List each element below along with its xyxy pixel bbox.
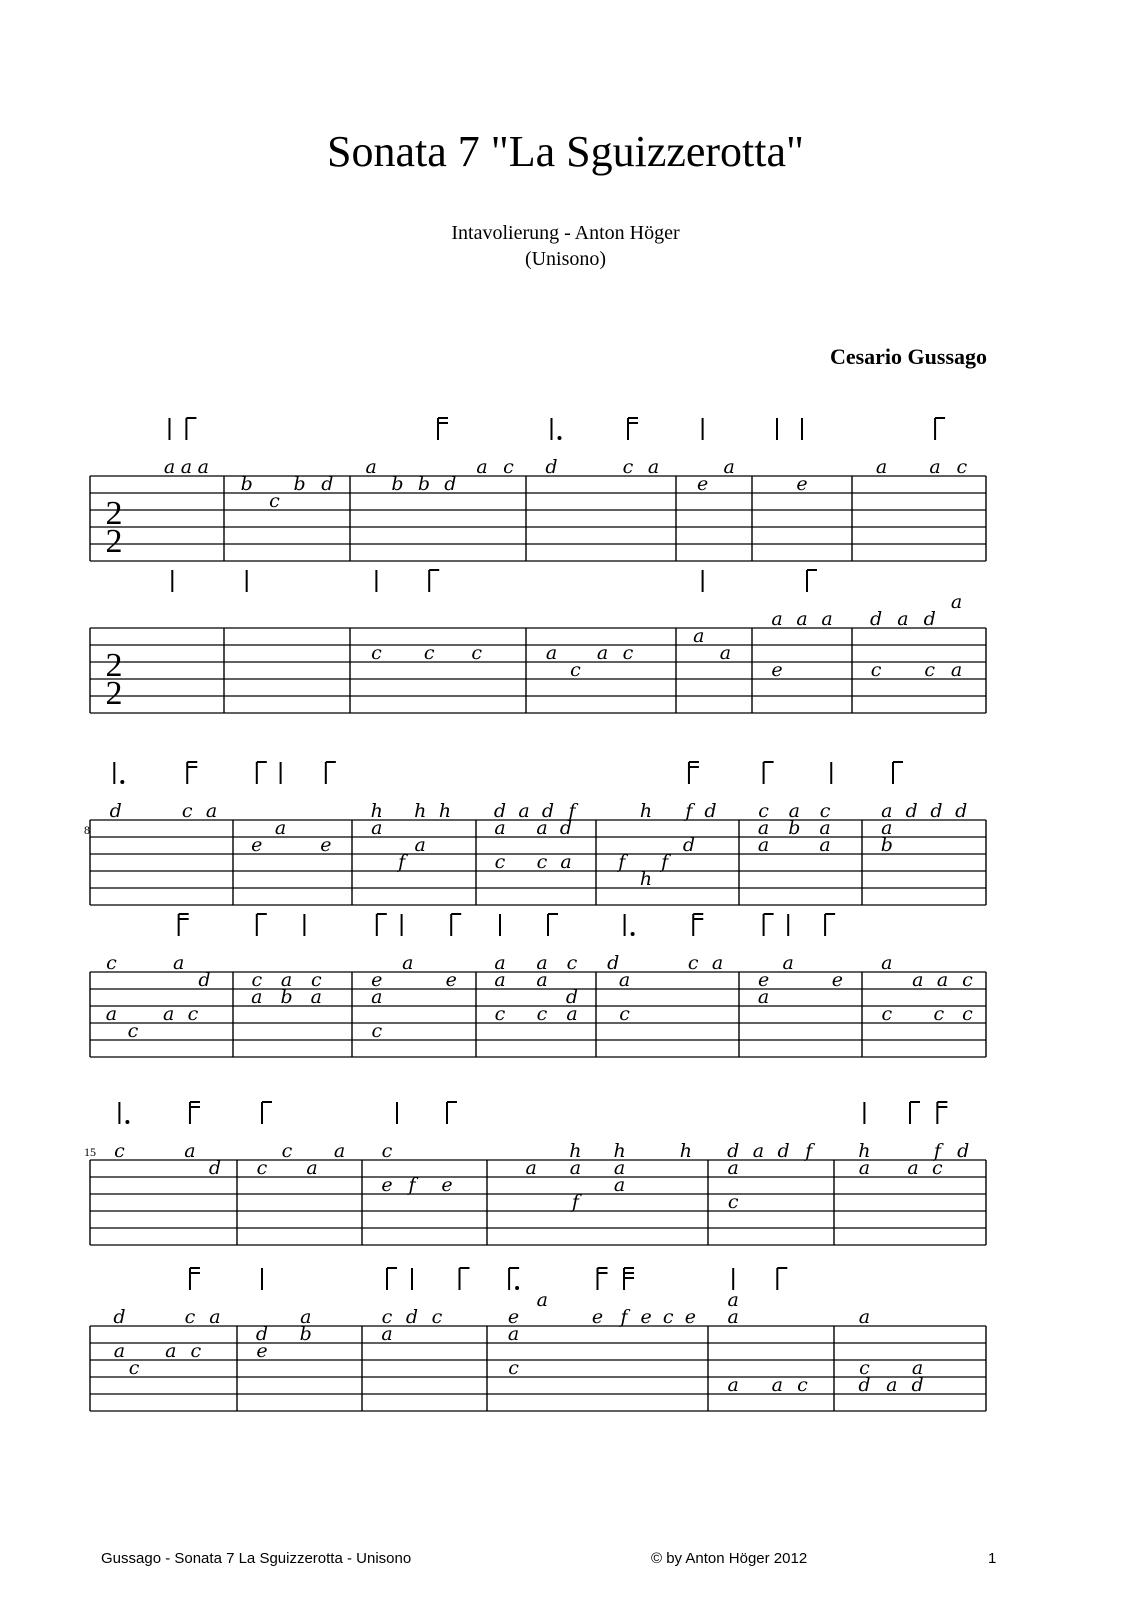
rhythm-dot: [631, 932, 635, 936]
measure-number: 15: [84, 1145, 96, 1159]
tab-letter: a: [881, 952, 893, 974]
tab-letter: a: [727, 1289, 739, 1311]
footer-copyright: © by Anton Höger 2012: [651, 1550, 808, 1567]
tab-letter: c: [932, 1157, 943, 1179]
rhythm-dot: [515, 1286, 519, 1290]
tab-letter: a: [536, 952, 548, 974]
rhythm-dot: [558, 436, 562, 440]
tab-letter: d: [955, 800, 968, 822]
tab-letter: a: [886, 1374, 898, 1396]
tab-letter: f: [620, 1306, 628, 1328]
tab-letter: d: [957, 1140, 970, 1162]
tab-letter: a: [727, 1306, 739, 1328]
tab-letter: e: [796, 473, 808, 495]
tab-letter: e: [381, 1174, 393, 1196]
tab-letter: c: [687, 952, 699, 974]
tab-letter: c: [727, 1191, 739, 1213]
tab-letter: a: [536, 817, 548, 839]
tab-letter: a: [300, 1306, 312, 1328]
tab-letter: a: [476, 456, 488, 478]
tab-letter: d: [704, 800, 717, 822]
tab-letter: c: [962, 969, 973, 991]
tab-letter: c: [128, 1357, 140, 1379]
tab-letter: c: [494, 1003, 506, 1025]
tab-letter: c: [371, 1020, 383, 1042]
tab-letter: a: [788, 800, 801, 822]
tab-letter: f: [685, 800, 693, 822]
tab-letter: f: [618, 851, 626, 873]
tab-letter: c: [508, 1357, 519, 1379]
tab-letter: d: [109, 800, 122, 822]
tab-letter: e: [251, 834, 263, 856]
tab-letter: c: [184, 1306, 196, 1328]
tab-letter: c: [251, 969, 263, 991]
tab-letter: a: [165, 1340, 177, 1362]
tab-letter: d: [777, 1140, 790, 1162]
tab-letter: a: [209, 1306, 221, 1328]
tab-letter: f: [661, 851, 669, 873]
tab-letter: a: [693, 625, 705, 647]
subtitle-unisono: (Unisono): [524, 248, 607, 270]
tab-letter: c: [371, 642, 382, 664]
tab-letter: c: [662, 1306, 674, 1328]
tab-letter: c: [423, 642, 435, 664]
tab-letter: a: [569, 1157, 582, 1179]
tab-letter: a: [819, 834, 831, 856]
tab-letter: a: [907, 1157, 919, 1179]
tab-letter: c: [310, 969, 322, 991]
tab-letter: d: [255, 1323, 269, 1345]
tab-letter: a: [757, 817, 770, 839]
time-signature-lower: 2: [105, 523, 123, 560]
tab-letter: d: [113, 1306, 126, 1328]
tab-letter: c: [281, 1140, 293, 1162]
tab-letter: e: [771, 659, 783, 681]
time-signature-upper: 2: [105, 647, 123, 684]
measure-number: 8: [84, 823, 90, 837]
tab-letter: h: [613, 1140, 626, 1162]
tab-letter: d: [858, 1374, 871, 1396]
tab-letter: c: [962, 1003, 973, 1025]
tab-letter: a: [365, 456, 377, 478]
tab-letter: a: [566, 1003, 578, 1025]
tab-letter: a: [525, 1157, 537, 1179]
tab-letter: a: [205, 800, 218, 822]
tab-letter: a: [371, 986, 383, 1008]
tab-letter: d: [405, 1306, 419, 1328]
tab-letter: a: [875, 456, 888, 478]
tab-letter: a: [172, 952, 185, 974]
tab-letter: a: [723, 456, 735, 478]
tab-letter: a: [280, 969, 293, 991]
tab-letter: c: [181, 800, 193, 822]
tab-letter: b: [880, 834, 893, 856]
tab-letter: c: [431, 1306, 443, 1328]
tab-letter: d: [321, 473, 334, 495]
tab-letter: d: [208, 1157, 222, 1179]
tab-letter: a: [113, 1340, 126, 1362]
tab-letter: b: [240, 473, 253, 495]
tab-letter: a: [897, 608, 909, 630]
tab-letter: a: [912, 969, 924, 991]
tab-letter: c: [859, 1357, 870, 1379]
tab-letter: a: [560, 851, 572, 873]
tab-letter: a: [613, 1157, 626, 1179]
tab-letter: a: [274, 817, 287, 839]
tab-letter: a: [596, 642, 609, 664]
tab-letter: c: [881, 1003, 893, 1025]
tab-letter: a: [105, 1003, 118, 1025]
tab-letter: a: [197, 456, 209, 478]
tab-letter: d: [870, 608, 883, 630]
tab-letter: a: [771, 608, 783, 630]
tab-letter: a: [618, 969, 631, 991]
tab-letter: c: [106, 952, 117, 974]
tab-letter: c: [190, 1340, 202, 1362]
rhythm-dot: [125, 1120, 129, 1124]
tab-letter: e: [831, 969, 844, 991]
tab-letter: h: [679, 1140, 693, 1162]
tab-letter: b: [391, 473, 404, 495]
tab-letter: c: [256, 1157, 268, 1179]
tab-letter: f: [571, 1191, 579, 1213]
tab-letter: a: [819, 817, 831, 839]
tab-letter: a: [518, 800, 530, 822]
tab-letter: c: [924, 659, 936, 681]
tab-letter: h: [639, 800, 653, 822]
time-signature-lower: 2: [105, 675, 123, 712]
tab-letter: c: [622, 642, 634, 664]
tab-letter: a: [333, 1140, 346, 1162]
tab-letter: a: [911, 1357, 924, 1379]
tab-letter: h: [414, 800, 427, 822]
tab-letter: c: [536, 851, 548, 873]
tab-letter: e: [256, 1340, 268, 1362]
tab-letter: a: [950, 659, 963, 681]
tab-letter: a: [494, 952, 506, 974]
tab-letter: a: [796, 608, 808, 630]
tab-letter: a: [881, 817, 893, 839]
tab-letter: f: [568, 800, 576, 822]
tab-letter: h: [370, 800, 383, 822]
tab-letter: a: [536, 1289, 548, 1311]
tab-letter: f: [408, 1174, 416, 1196]
tab-letter: e: [757, 969, 770, 991]
tab-letter: e: [507, 1306, 520, 1328]
tab-letter: e: [320, 834, 332, 856]
tab-letter: d: [198, 969, 211, 991]
tab-letter: f: [933, 1140, 941, 1162]
tab-letter: a: [936, 969, 949, 991]
page-title: Sonata 7 "La Sguizzerotta": [327, 127, 804, 176]
tab-letter: h: [639, 868, 653, 890]
tab-letter: d: [727, 1140, 740, 1162]
tab-letter: c: [758, 800, 769, 822]
tab-letter: a: [310, 986, 322, 1008]
tab-letter: a: [162, 1003, 175, 1025]
tab-letter: d: [911, 1374, 924, 1396]
tab-letter: f: [398, 851, 406, 873]
tab-letter: c: [870, 659, 882, 681]
tab-letter: c: [503, 456, 514, 478]
tab-letter: c: [622, 456, 634, 478]
tab-letter: d: [607, 952, 620, 974]
footer-title: Gussago - Sonata 7 La Sguizzerotta - Unisono: [101, 1550, 412, 1567]
tab-letter: a: [507, 1323, 520, 1345]
tab-letter: c: [381, 1140, 393, 1162]
tab-letter: c: [494, 851, 506, 873]
tab-letter: c: [536, 1003, 548, 1025]
tab-letter: a: [757, 834, 770, 856]
tab-letter: h: [858, 1140, 871, 1162]
tab-letter: a: [727, 1374, 739, 1396]
tab-letter: a: [414, 834, 426, 856]
tab-letter: h: [569, 1140, 582, 1162]
tab-letter: a: [881, 800, 893, 822]
tab-letter: e: [371, 969, 383, 991]
tab-letter: d: [545, 456, 558, 478]
tab-letter: c: [619, 1003, 630, 1025]
tab-letter: d: [682, 834, 696, 856]
composer-name: Cesario Gussago: [829, 344, 987, 369]
tab-letter: c: [566, 952, 578, 974]
tab-letter: d: [930, 800, 943, 822]
subtitle-arranger: Intavolierung - Anton Höger: [451, 222, 680, 244]
tab-letter: c: [127, 1020, 139, 1042]
tab-letter: d: [565, 986, 579, 1008]
tab-letter: a: [251, 986, 263, 1008]
tab-letter: c: [381, 1306, 393, 1328]
tab-letter: d: [541, 800, 555, 822]
tab-letter: a: [647, 456, 660, 478]
tab-letter: a: [180, 456, 193, 478]
tab-letter: a: [494, 969, 506, 991]
tab-letter: c: [933, 1003, 945, 1025]
tab-letter: a: [613, 1174, 626, 1196]
tab-letter: f: [805, 1140, 813, 1162]
tab-letter: c: [187, 1003, 199, 1025]
tab-letter: a: [719, 642, 732, 664]
tab-letter: b: [293, 473, 306, 495]
tab-letter: a: [371, 817, 383, 839]
tab-letter: d: [493, 800, 507, 822]
tab-letter: a: [163, 456, 176, 478]
tab-letter: e: [441, 1174, 453, 1196]
tab-letter: b: [299, 1323, 312, 1345]
tab-letter: d: [923, 608, 936, 630]
tab-letter: a: [858, 1157, 871, 1179]
tab-letter: c: [471, 642, 483, 664]
tab-letter: c: [797, 1374, 808, 1396]
time-signature-upper: 2: [105, 495, 123, 532]
tab-letter: a: [381, 1323, 393, 1345]
tab-letter: a: [184, 1140, 196, 1162]
tab-letter: a: [858, 1306, 871, 1328]
footer-page-number: 1: [988, 1550, 997, 1567]
tab-letter: c: [819, 800, 831, 822]
tab-letter: d: [444, 473, 457, 495]
rhythm-dot: [120, 780, 124, 784]
tab-letter: h: [438, 800, 452, 822]
tab-letter: d: [905, 800, 918, 822]
tab-letter: d: [559, 817, 573, 839]
tab-letter: a: [950, 591, 963, 613]
tab-letter: b: [280, 986, 293, 1008]
tab-letter: c: [956, 456, 968, 478]
tab-letter: a: [757, 986, 770, 1008]
tab-letter: e: [591, 1306, 604, 1328]
tab-letter: c: [269, 490, 280, 512]
tab-letter: e: [640, 1306, 652, 1328]
tab-letter: a: [536, 969, 548, 991]
tab-letter: b: [788, 817, 801, 839]
tab-letter: e: [445, 969, 457, 991]
tab-letter: a: [929, 456, 941, 478]
tab-letter: c: [570, 659, 581, 681]
tab-letter: a: [306, 1157, 318, 1179]
tab-letter: a: [821, 608, 833, 630]
tab-letter: a: [752, 1140, 765, 1162]
tab-letter: a: [545, 642, 558, 664]
tab-letter: a: [494, 817, 506, 839]
tab-letter: a: [782, 952, 794, 974]
tab-letter: a: [771, 1374, 783, 1396]
tab-letter: c: [114, 1140, 125, 1162]
tab-letter: a: [402, 952, 414, 974]
tab-letter: e: [684, 1306, 696, 1328]
tab-letter: a: [711, 952, 724, 974]
tab-letter: e: [696, 473, 709, 495]
tab-letter: a: [727, 1157, 739, 1179]
tab-letter: b: [417, 473, 431, 495]
